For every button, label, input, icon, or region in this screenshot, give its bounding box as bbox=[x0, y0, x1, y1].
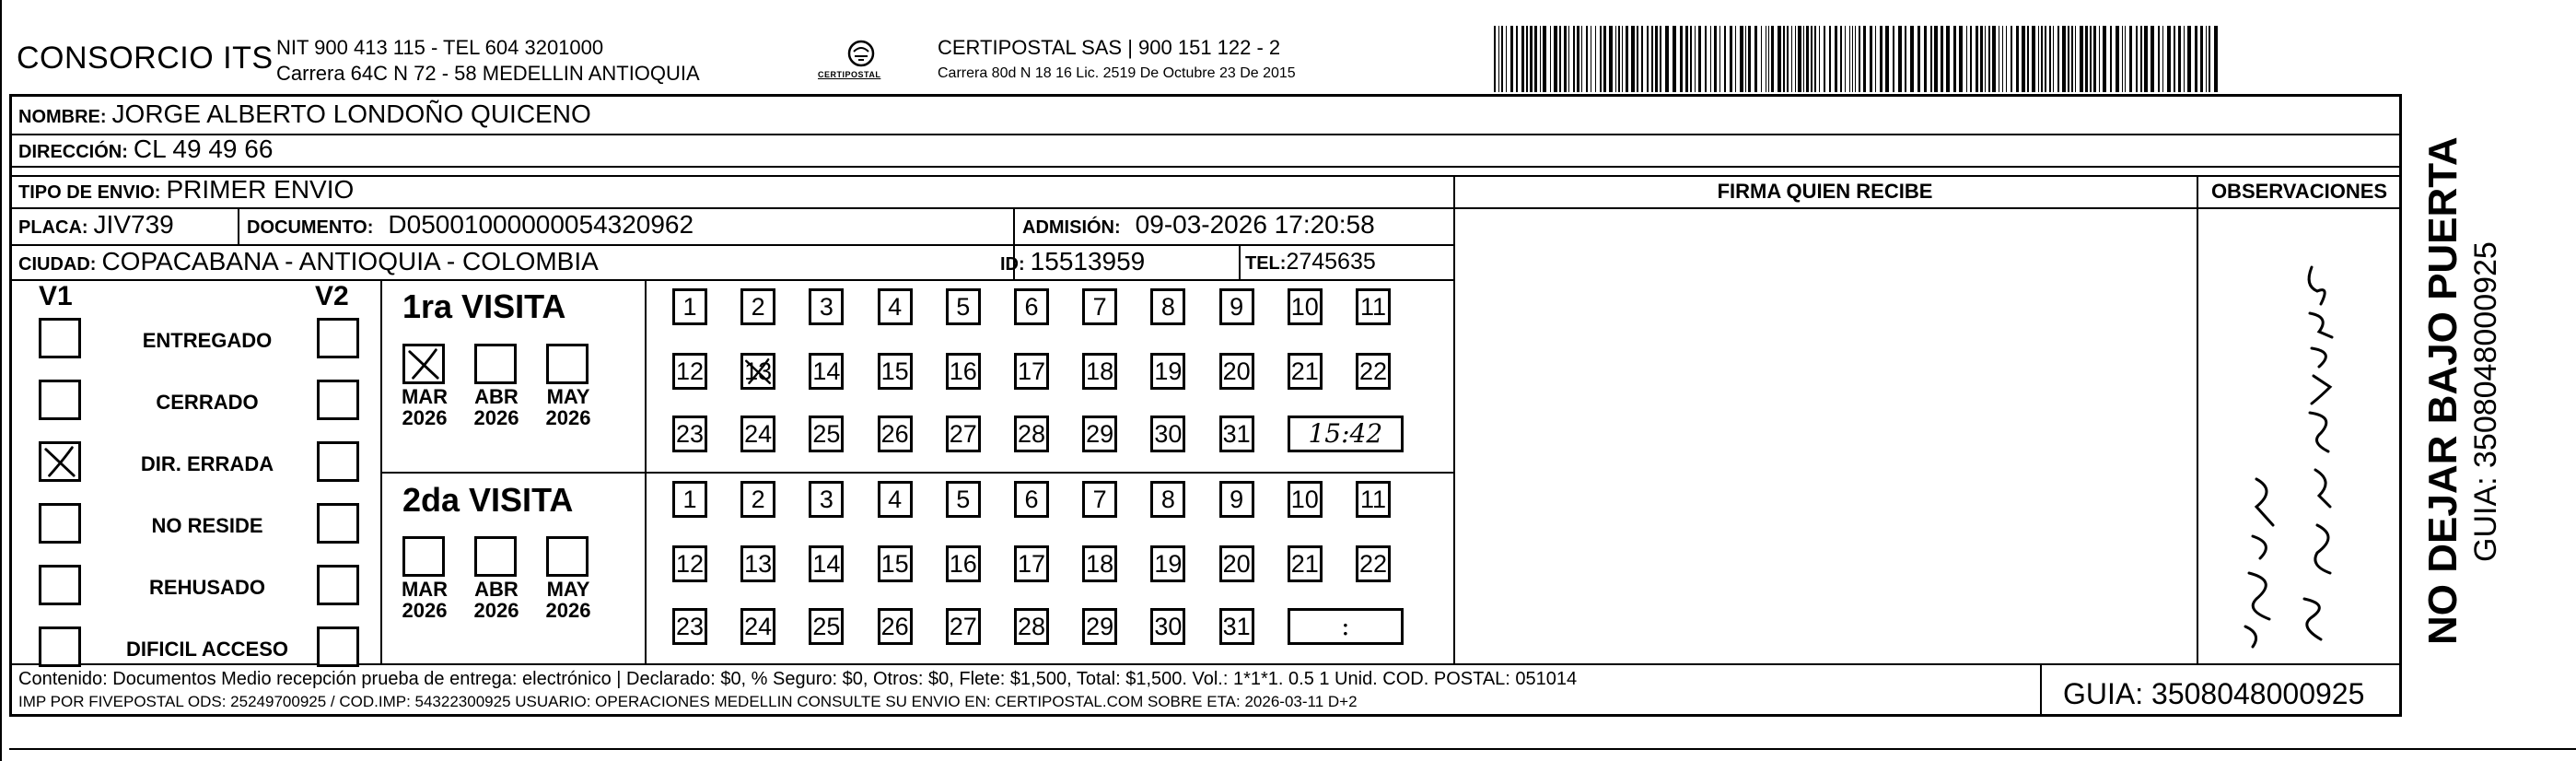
visit2-day-box[interactable]: 12 bbox=[672, 545, 707, 582]
visit2-day-box[interactable]: 24 bbox=[740, 608, 775, 645]
barcode bbox=[1494, 26, 2223, 92]
v1-checkbox[interactable] bbox=[39, 380, 81, 420]
visit1-day-box[interactable]: 30 bbox=[1150, 416, 1185, 452]
visit2-day-box[interactable]: 11 bbox=[1356, 481, 1391, 518]
visit2-day-box[interactable]: 16 bbox=[946, 545, 981, 582]
ciudad-value: COPACABANA - ANTIOQUIA - COLOMBIA bbox=[101, 247, 599, 275]
nombre-row bbox=[18, 100, 591, 129]
status-label: ENTREGADO bbox=[142, 329, 273, 352]
visit2-day-box[interactable]: 22 bbox=[1356, 545, 1391, 582]
visit1-month-checkbox[interactable] bbox=[546, 344, 589, 384]
v2-checkbox[interactable] bbox=[317, 441, 359, 482]
visit1-day-box[interactable]: 27 bbox=[946, 416, 981, 452]
visit2-day-box[interactable]: 18 bbox=[1082, 545, 1117, 582]
visit2-month-checkbox[interactable] bbox=[546, 536, 589, 577]
visit1-day-box[interactable]: 2 bbox=[740, 288, 775, 325]
admision-label: ADMISIÓN: bbox=[1022, 217, 1121, 238]
tipo-envio-value: PRIMER ENVIO bbox=[166, 175, 355, 204]
placa-row bbox=[18, 210, 174, 240]
visit1-day-box[interactable]: 13 bbox=[740, 353, 775, 390]
v2-header: V2 bbox=[315, 281, 349, 311]
id-value: 15513959 bbox=[1030, 247, 1146, 275]
footer-print-info: IMP POR FIVEPOSTAL ODS: 25249700925 / COD.IMP: 54322300925 USUARIO: OPERACIONES MEDELLIN CONSULTE SU ENVIO EN: CERTIPOSTAL.COM SOBRE ETA: 2026-03-11 D+2 bbox=[18, 693, 1358, 710]
status-label: DIR. ERRADA bbox=[140, 452, 274, 475]
admision-value: 09-03-2026 17:20:58 bbox=[1135, 210, 1375, 239]
company-contact bbox=[276, 35, 700, 87]
visit1-day-box[interactable]: 24 bbox=[740, 416, 775, 452]
visit2-day-box[interactable]: 21 bbox=[1288, 545, 1323, 582]
footer-content: Contenido: Documentos Medio recepción prueba de entrega: electrónico | Declarado: $0, % Seguro: $0, Otros: $0, Flete: $1,500, Total: $1,500. Vol.: 1*1*1. 0.5 1 Unid. COD. POSTAL: 051014 bbox=[18, 669, 1578, 689]
v1-checkbox[interactable] bbox=[39, 441, 81, 482]
visit1-month-checkbox[interactable] bbox=[402, 344, 445, 384]
visit2-day-box[interactable]: 4 bbox=[878, 481, 913, 518]
ciudad-label: CIUDAD: bbox=[18, 254, 97, 275]
visit2-day-box[interactable]: 30 bbox=[1150, 608, 1185, 645]
v1-checkbox[interactable] bbox=[39, 503, 81, 544]
no-dejar-bajo-puerta: NO DEJAR BAJO PUERTA bbox=[2420, 136, 2465, 645]
visit2-day-box[interactable]: 8 bbox=[1150, 481, 1185, 518]
certipostal-info bbox=[938, 35, 1296, 87]
visit2-day-box[interactable]: 19 bbox=[1150, 545, 1185, 582]
visit2-day-box[interactable]: 28 bbox=[1014, 608, 1049, 645]
visit2-day-box[interactable]: 2 bbox=[740, 481, 775, 518]
direccion-row bbox=[18, 135, 273, 164]
visit2-day-box[interactable]: 6 bbox=[1014, 481, 1049, 518]
visit1-day-box[interactable]: 1 bbox=[672, 288, 707, 325]
visit1-time-box[interactable]: 15:42 bbox=[1288, 416, 1404, 452]
placa-value: JIV739 bbox=[93, 210, 174, 239]
v2-checkbox[interactable] bbox=[317, 565, 359, 605]
tel-row bbox=[1245, 249, 1376, 275]
visit1-day-box[interactable]: 26 bbox=[878, 416, 913, 452]
visit2-title: 2da VISITA bbox=[402, 481, 574, 519]
tel-label: TEL: bbox=[1245, 253, 1287, 274]
visit2-month-checkbox[interactable] bbox=[402, 536, 445, 577]
visit2-day-box[interactable]: 25 bbox=[809, 608, 844, 645]
visit2-day-box[interactable]: 13 bbox=[740, 545, 775, 582]
visit1-day-box[interactable]: 22 bbox=[1356, 353, 1391, 390]
visit2-day-box[interactable]: 10 bbox=[1288, 481, 1323, 518]
handwritten-observation bbox=[2201, 249, 2395, 654]
direccion-value: CL 49 49 66 bbox=[133, 135, 274, 163]
visit1-title: 1ra VISITA bbox=[402, 287, 566, 325]
visit2-day-box[interactable]: 15 bbox=[878, 545, 913, 582]
company-address: Carrera 64C N 72 - 58 MEDELLIN ANTIOQUIA bbox=[276, 62, 700, 85]
visit1-day-box[interactable]: 29 bbox=[1082, 416, 1117, 452]
visit2-month-label: MAR 2026 bbox=[401, 578, 449, 622]
footer-guia: GUIA: 3508048000925 bbox=[2063, 677, 2365, 710]
visit1-day-box[interactable]: 3 bbox=[809, 288, 844, 325]
visit2-day-box[interactable]: 3 bbox=[809, 481, 844, 518]
status-label: CERRADO bbox=[156, 391, 259, 414]
certipostal-address: Carrera 80d N 18 16 Lic. 2519 De Octubre 23 De 2015 bbox=[938, 65, 1296, 81]
visit1-day-box[interactable]: 6 bbox=[1014, 288, 1049, 325]
visit2-time-box[interactable]: : bbox=[1288, 608, 1404, 645]
certipostal-name: CERTIPOSTAL SAS | 900 151 122 - 2 bbox=[938, 36, 1281, 59]
visit1-day-box[interactable]: 20 bbox=[1219, 353, 1254, 390]
v2-checkbox[interactable] bbox=[317, 380, 359, 420]
logo-text: CERTIPOSTAL bbox=[818, 70, 881, 79]
visit2-day-box[interactable]: 17 bbox=[1014, 545, 1049, 582]
placa-label: PLACA: bbox=[18, 217, 88, 238]
visit1-month-label: MAY 2026 bbox=[545, 385, 591, 429]
visit1-day-box[interactable]: 19 bbox=[1150, 353, 1185, 390]
status-label: NO RESIDE bbox=[151, 514, 263, 537]
v2-checkbox[interactable] bbox=[317, 318, 359, 358]
v1-checkbox[interactable] bbox=[39, 565, 81, 605]
visit1-day-box[interactable]: 16 bbox=[946, 353, 981, 390]
visit1-day-box[interactable]: 14 bbox=[809, 353, 844, 390]
visit2-month-checkbox[interactable] bbox=[474, 536, 517, 577]
visit1-day-box[interactable]: 23 bbox=[672, 416, 707, 452]
visit1-month-label: MAR 2026 bbox=[401, 385, 449, 429]
visit1-day-box[interactable]: 9 bbox=[1219, 288, 1254, 325]
company-name: CONSORCIO ITS bbox=[17, 41, 274, 76]
tel-value: 2745635 bbox=[1286, 249, 1376, 275]
visit2-day-box[interactable]: 9 bbox=[1219, 481, 1254, 518]
visit1-day-box[interactable]: 11 bbox=[1356, 288, 1391, 325]
documento-row bbox=[247, 210, 694, 240]
visit2-day-box[interactable]: 31 bbox=[1219, 608, 1254, 645]
visit1-day-box[interactable]: 21 bbox=[1288, 353, 1323, 390]
visit1-month-checkbox[interactable] bbox=[474, 344, 517, 384]
tipo-envio-label: TIPO DE ENVIO: bbox=[18, 182, 161, 203]
visit1-month-label: ABR 2026 bbox=[473, 385, 519, 429]
visit1-day-box[interactable]: 15 bbox=[878, 353, 913, 390]
tipo-envio-row bbox=[18, 175, 354, 205]
status-label: REHUSADO bbox=[149, 576, 265, 599]
visit2-day-box[interactable]: 5 bbox=[946, 481, 981, 518]
direccion-label: DIRECCIÓN: bbox=[18, 142, 128, 162]
id-row bbox=[1000, 247, 1145, 276]
nit-line: NIT 900 413 115 - TEL 604 3201000 bbox=[276, 36, 604, 59]
visit1-day-box[interactable]: 4 bbox=[878, 288, 913, 325]
visit1-day-box[interactable]: 7 bbox=[1082, 288, 1117, 325]
v2-checkbox[interactable] bbox=[317, 626, 359, 667]
visit2-day-box[interactable]: 29 bbox=[1082, 608, 1117, 645]
firma-label: FIRMA QUIEN RECIBE bbox=[1717, 180, 1933, 203]
visit1-day-box[interactable]: 31 bbox=[1219, 416, 1254, 452]
visit2-month-label: MAY 2026 bbox=[545, 578, 591, 622]
v1-checkbox[interactable] bbox=[39, 626, 81, 667]
visit2-day-box[interactable]: 7 bbox=[1082, 481, 1117, 518]
documento-label: DOCUMENTO: bbox=[247, 217, 374, 238]
visit1-day-box[interactable]: 18 bbox=[1082, 353, 1117, 390]
visit1-day-box[interactable]: 12 bbox=[672, 353, 707, 390]
side-guia: GUIA: 3508048000925 bbox=[2468, 241, 2503, 562]
visit1-day-box[interactable]: 10 bbox=[1288, 288, 1323, 325]
visit1-day-box[interactable]: 28 bbox=[1014, 416, 1049, 452]
visit1-day-box[interactable]: 17 bbox=[1014, 353, 1049, 390]
visit2-month-label: ABR 2026 bbox=[473, 578, 519, 622]
visit2-day-box[interactable]: 26 bbox=[878, 608, 913, 645]
v1-checkbox[interactable] bbox=[39, 318, 81, 358]
visit2-day-box[interactable]: 23 bbox=[672, 608, 707, 645]
visit2-day-box[interactable]: 20 bbox=[1219, 545, 1254, 582]
observaciones-label: OBSERVACIONES bbox=[2210, 180, 2388, 203]
visit1-day-box[interactable]: 5 bbox=[946, 288, 981, 325]
certipostal-logo bbox=[810, 37, 912, 88]
ciudad-row bbox=[18, 247, 599, 276]
visit1-day-box[interactable]: 25 bbox=[809, 416, 844, 452]
visit2-day-box[interactable]: 1 bbox=[672, 481, 707, 518]
admision-row bbox=[1022, 210, 1375, 240]
documento-value: D05001000000054320962 bbox=[388, 210, 694, 239]
visit2-day-box[interactable]: 14 bbox=[809, 545, 844, 582]
id-label: ID: bbox=[1000, 254, 1025, 275]
visit2-day-box[interactable]: 27 bbox=[946, 608, 981, 645]
v2-checkbox[interactable] bbox=[317, 503, 359, 544]
nombre-value: JORGE ALBERTO LONDOÑO QUICENO bbox=[111, 100, 591, 128]
visit1-day-box[interactable]: 8 bbox=[1150, 288, 1185, 325]
nombre-label: NOMBRE: bbox=[18, 107, 107, 127]
status-label: DIFICIL ACCESO bbox=[125, 638, 288, 661]
v1-header: V1 bbox=[39, 281, 73, 311]
